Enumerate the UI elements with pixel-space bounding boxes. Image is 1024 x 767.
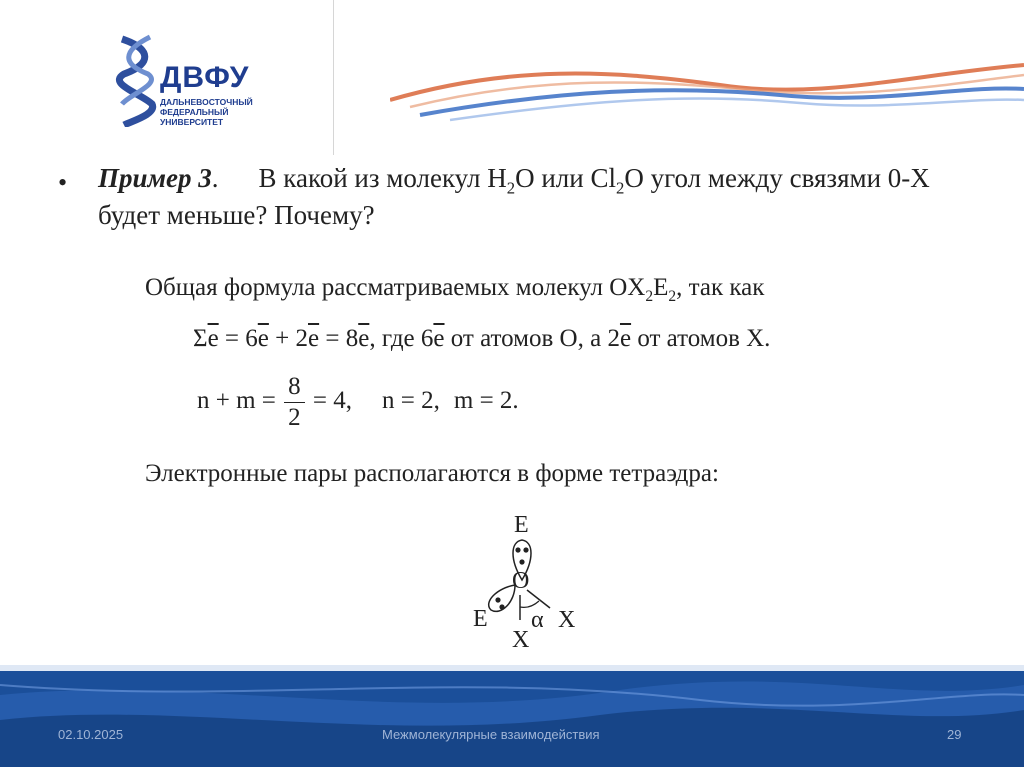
tetrahedral-diagram bbox=[455, 510, 595, 660]
label-e-top: E bbox=[514, 512, 529, 538]
label-x-right: X bbox=[558, 607, 576, 633]
logo-title: ДВФУ bbox=[160, 61, 250, 94]
header-waves-decoration bbox=[390, 45, 1024, 125]
footer-title: Межмолекулярные взаимодействия bbox=[382, 727, 600, 742]
dna-helix-icon bbox=[112, 29, 162, 127]
label-e-left: E bbox=[473, 606, 488, 632]
n-m-equation: n + m = $\frac{8}{2}$ = 4, n = 2, m = 2. bbox=[197, 373, 519, 431]
university-logo bbox=[108, 27, 258, 129]
label-o: O bbox=[512, 568, 530, 594]
question-line-1: Пример 3. В какой из молекул $H_2O$ или $Cl_2O$ угол между связями 0-Х bbox=[98, 163, 930, 198]
bullet-point: • bbox=[58, 168, 68, 197]
example-label: Пример 3 bbox=[98, 163, 212, 193]
question-line-2: будет меньше? Почему? bbox=[98, 200, 375, 230]
electron-sum-equation: $\Sigma\overline{e} = 6\overline{e} + 2\overline{e} = 8\overline{e}$, где $6\overline{e}$ от атомов O, а $2\overline{e}$ от атомов X. bbox=[193, 325, 771, 352]
header-divider bbox=[333, 0, 334, 155]
general-formula-line: Общая формула рассматриваемых молекул $OX_2E_2$, так как bbox=[145, 274, 765, 305]
footer-date: 02.10.2025 bbox=[58, 727, 124, 742]
fraction: $\frac{8}{2}$ bbox=[284, 372, 305, 433]
electron-pairs-text: Электронные пары располагаются в форме тетраэдра: bbox=[145, 460, 719, 487]
label-x-bottom: X bbox=[512, 627, 530, 653]
logo-subtitle: ДАЛЬНЕВОСТОЧНЫЙ ФЕДЕРАЛЬНЫЙ УНИВЕРСИТЕТ bbox=[160, 97, 253, 127]
label-alpha: α bbox=[531, 607, 544, 633]
footer-page-number: 29 bbox=[947, 727, 962, 742]
footer-wave-banner bbox=[0, 665, 1024, 767]
